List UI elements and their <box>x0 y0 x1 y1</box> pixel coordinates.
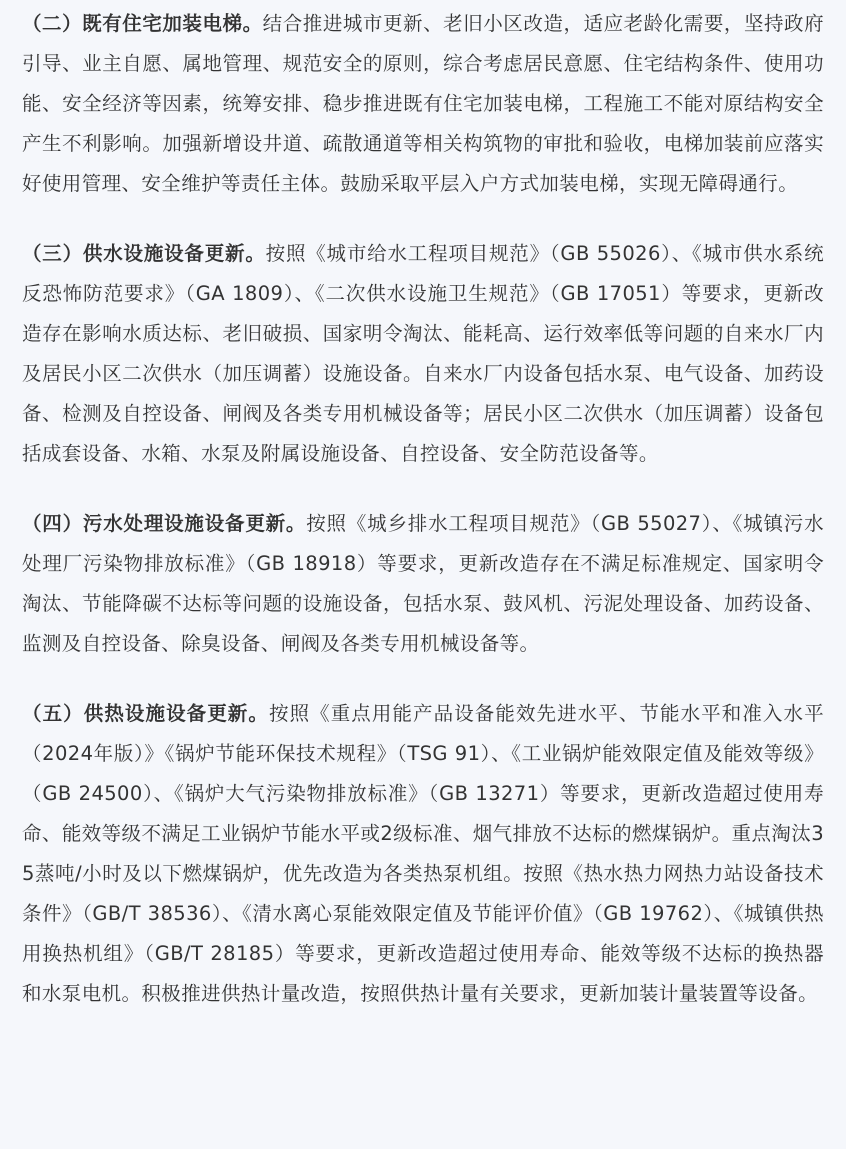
section-heading: （四）污水处理设施设备更新。 <box>22 512 307 535</box>
section-body: 按照《城市给水工程项目规范》（GB 55026）、《城市供水系统反恐怖防范要求》（GA 1809）、《二次供水设施卫生规范》（GB 17051）等要求，更新改造存在影响水质达标、老旧破损、国家明令淘汰、能耗高、运行效率低等问题的自来水厂内及居民小区二次供水（加压调蓄）设施设备。自来水厂内设备包括水泵、电气设备、加药设备、检测及自控设备、闸阀及各类专用机械设备等；居民小区二次供水（加压调蓄）设备包括成套设备、水箱、水泵及附属设施设备、自控设备、安全防范设备等。 <box>22 242 824 465</box>
section-heading: （五）供热设施设备更新。 <box>22 702 269 725</box>
section-elevator <box>22 4 824 204</box>
section-water-supply <box>22 234 824 474</box>
section-body: 按照《重点用能产品设备能效先进水平、节能水平和准入水平（2024年版）》《锅炉节能环保技术规程》（TSG 91）、《工业锅炉能效限定值及能效等级》（GB 24500）、《锅炉大气污染物排放标准》（GB 13271）等要求，更新改造超过使用寿命、能效等级不满足工业锅炉节能水平或2级标准、烟气排放不达标的燃煤锅炉。重点淘汰35蒸吨/小时及以下燃煤锅炉，优先改造为各类热泵机组。按照《热水热力网热力站设备技术条件》（GB/T 38536）、《清水离心泵能效限定值及节能评价值》（GB 19762）、《城镇供热用换热机组》（GB/T 28185）等要求，更新改造超过使用寿命、能效等级不达标的换热器和水泵电机。积极推进供热计量改造，按照供热计量有关要求，更新加装计量装置等设备。 <box>22 702 824 1005</box>
section-heading: （三）供水设施设备更新。 <box>22 242 266 265</box>
section-heading: （二）既有住宅加装电梯。 <box>22 12 263 35</box>
section-heating <box>22 694 824 1014</box>
section-sewage <box>22 504 824 664</box>
section-body: 结合推进城市更新、老旧小区改造，适应老龄化需要，坚持政府引导、业主自愿、属地管理、规范安全的原则，综合考虑居民意愿、住宅结构条件、使用功能、安全经济等因素，统筹安排、稳步推进既有住宅加装电梯，工程施工不能对原结构安全产生不利影响。加强新增设井道、疏散通道等相关构筑物的审批和验收，电梯加装前应落实好使用管理、安全维护等责任主体。鼓励采取平层入户方式加装电梯，实现无障碍通行。 <box>22 12 824 195</box>
section-body: 按照《城乡排水工程项目规范》（GB 55027）、《城镇污水处理厂污染物排放标准》（GB 18918）等要求，更新改造存在不满足标准规定、国家明令淘汰、节能降碳不达标等问题的设施设备，包括水泵、鼓风机、污泥处理设备、加药设备、监测及自控设备、除臭设备、闸阀及各类专用机械设备等。 <box>22 512 824 655</box>
